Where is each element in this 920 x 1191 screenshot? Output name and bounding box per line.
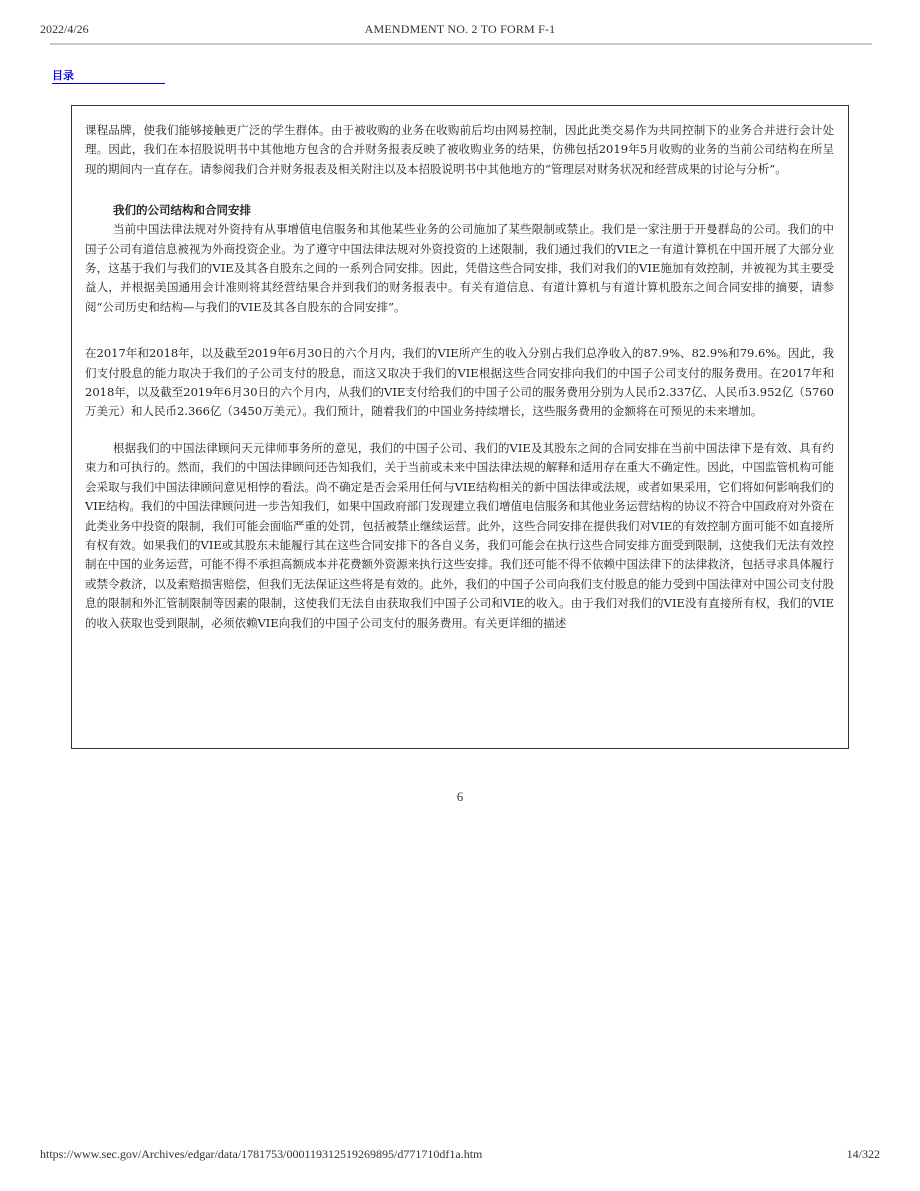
print-header [40,22,880,40]
page-number: 6 [456,789,464,804]
print-date: 2022/4/26 [40,22,89,36]
content-frame [71,105,849,749]
document-title: AMENDMENT NO. 2 TO FORM F-1 [364,22,556,36]
print-footer [40,1147,880,1165]
header-divider [50,43,872,45]
section-heading: 我们的公司结构和合同安排 [113,203,251,218]
page-counter: 14/322 [846,1147,880,1161]
revenue-paragraph: 在2017年和2018年，以及截至2019年6月30日的六个月内，我们的VIE所产生的收入分别占我们总净收入的87.9%、82.9%和79.6%。因此，我们支付股息的能力取决于我们的子公司支付的股息，而这又取决于我们的VIE根据这些合同安排向我们的中国子公司支付的服务费用。在2017年和2018年，以及截至2019年6月30日的六个月内，从我们的VIE支付给我们的中国子公司的服务费用分别为人民币2.337亿、人民币3.952亿（5760万美元）和人民币2.366亿（3450万美元）。我们预计，随着我们的中国业务持续增长，这些服务费用的金额将在可预见的未来增加。 [85,346,834,419]
page-url: https://www.sec.gov/Archives/edgar/data/1781753/000119312519269895/d771710df1a.htm [40,1147,483,1161]
structure-paragraph: 当前中国法律法规对外资持有从事增值电信服务和其他某些业务的公司施加了某些限制或禁止。我们是一家注册于开曼群岛的公司。我们的中国子公司有道信息被视为外商投资企业。为了遵守中国法律法规对外资投资的上述限制，我们通过我们的VIE之一有道计算机在中国开展了大部分业务，这基于我们与我们的VIE及其各自股东之间的一系列合同安排。因此，凭借这些合同安排，我们对我们的VIE施加有效控制，并被视为其主要受益人，并根据美国通用会计准则将其经营结果合并到我们的财务报表中。有关有道信息、有道计算机与有道计算机股东之间合同安排的摘要，请参阅“公司历史和结构—与我们的VIE及其各自股东的合同安排”。 [85,222,834,314]
legal-opinion-paragraph: 根据我们的中国法律顾问天元律师事务所的意见，我们的中国子公司、我们的VIE及其股东之间的合同安排在当前中国法律下是有效、具有约束力和可执行的。然而，我们的中国法律顾问还告知我们，关于当前或未来中国法律法规的解释和适用存在重大不确定性。因此，中国监管机构可能会采取与我们中国法律顾问意见相悖的看法。尚不确定是否会采用任何与VIE结构相关的新中国法律或法规，或者如果采用，它们将如何影响我们的VIE结构。我们的中国法律顾问进一步告知我们，如果中国政府部门发现建立我们增值电信服务和其他业务运营结构的协议不符合中国政府对外资在此类业务中投资的限制，我们可能会面临严重的处罚，包括被禁止继续运营。此外，这些合同安排在提供我们对VIE的有效控制方面可能不如直接所有权有效。如果我们的VIE或其股东未能履行其在这些合同安排下的各自义务，我们可能会在执行这些合同安排方面受到限制，这使我们无法有效控制在中国的业务运营，可能不得不承担高额成本并花费额外资源来执行这些安排。我们还可能不得不依赖中国法律下的法律救济，包括寻求具体履行或禁令救济，以及索赔损害赔偿，但我们无法保证这些将是有效的。此外，我们的中国子公司向我们支付股息的能力受到中国法律对中国公司支付股息的限制和外汇管制限制等因素的限制，这使我们无法自由获取我们中国子公司和VIE的收入。由于我们对我们的VIE没有直接所有权，我们的VIE的收入获取也受到限制，必须依赖VIE向我们的中国子公司支付的服务费用。有关更详细的描述 [85,440,834,630]
intro-paragraph: 课程品牌，使我们能够接触更广泛的学生群体。由于被收购的业务在收购前后均由网易控制，因此此类交易作为共同控制下的业务合并进行会计处理。因此，我们在本招股说明书中其他地方包含的合并财务报表反映了被收购业务的结果，仿佛包括2019年5月收购的业务的当前公司结构在所呈现的期间内一直存在。请参阅我们合并财务报表及相关附注以及本招股说明书中其他地方的“管理层对财务状况和经营成果的讨论与分析”。 [85,123,834,176]
table-of-contents-link[interactable]: 目录 [52,69,165,84]
